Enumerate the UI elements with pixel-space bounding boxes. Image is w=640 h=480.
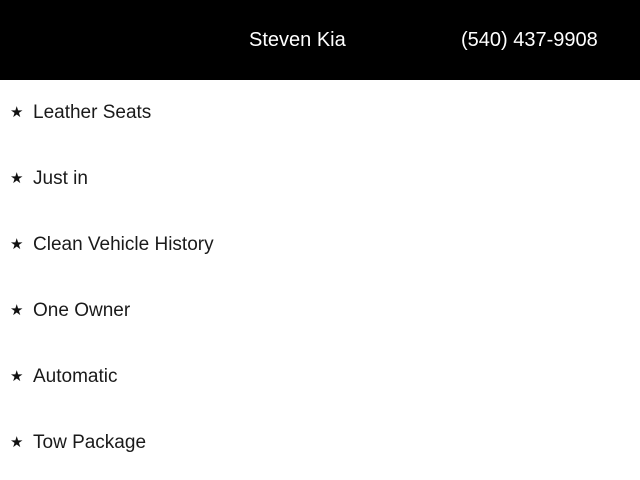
star-icon: ★ bbox=[10, 434, 24, 451]
feature-label: One Owner bbox=[33, 300, 131, 321]
dealer-header bbox=[0, 0, 640, 80]
feature-list bbox=[0, 80, 640, 476]
star-icon: ★ bbox=[10, 368, 24, 385]
list-item bbox=[0, 212, 640, 278]
star-icon: ★ bbox=[10, 236, 24, 253]
star-icon: ★ bbox=[10, 104, 24, 121]
feature-label: Automatic bbox=[33, 366, 118, 387]
feature-label: Leather Seats bbox=[33, 102, 152, 123]
star-icon: ★ bbox=[10, 302, 24, 319]
list-item bbox=[0, 80, 640, 146]
feature-label: Clean Vehicle History bbox=[33, 234, 214, 255]
dealer-name: Steven Kia bbox=[249, 29, 346, 51]
list-item bbox=[0, 146, 640, 212]
feature-label: Just in bbox=[33, 168, 88, 189]
dealer-phone[interactable]: (540) 437-9908 bbox=[461, 29, 598, 51]
list-item bbox=[0, 278, 640, 344]
feature-label: Tow Package bbox=[33, 432, 147, 453]
list-item bbox=[0, 344, 640, 410]
star-icon: ★ bbox=[10, 170, 24, 187]
list-item bbox=[0, 410, 640, 476]
